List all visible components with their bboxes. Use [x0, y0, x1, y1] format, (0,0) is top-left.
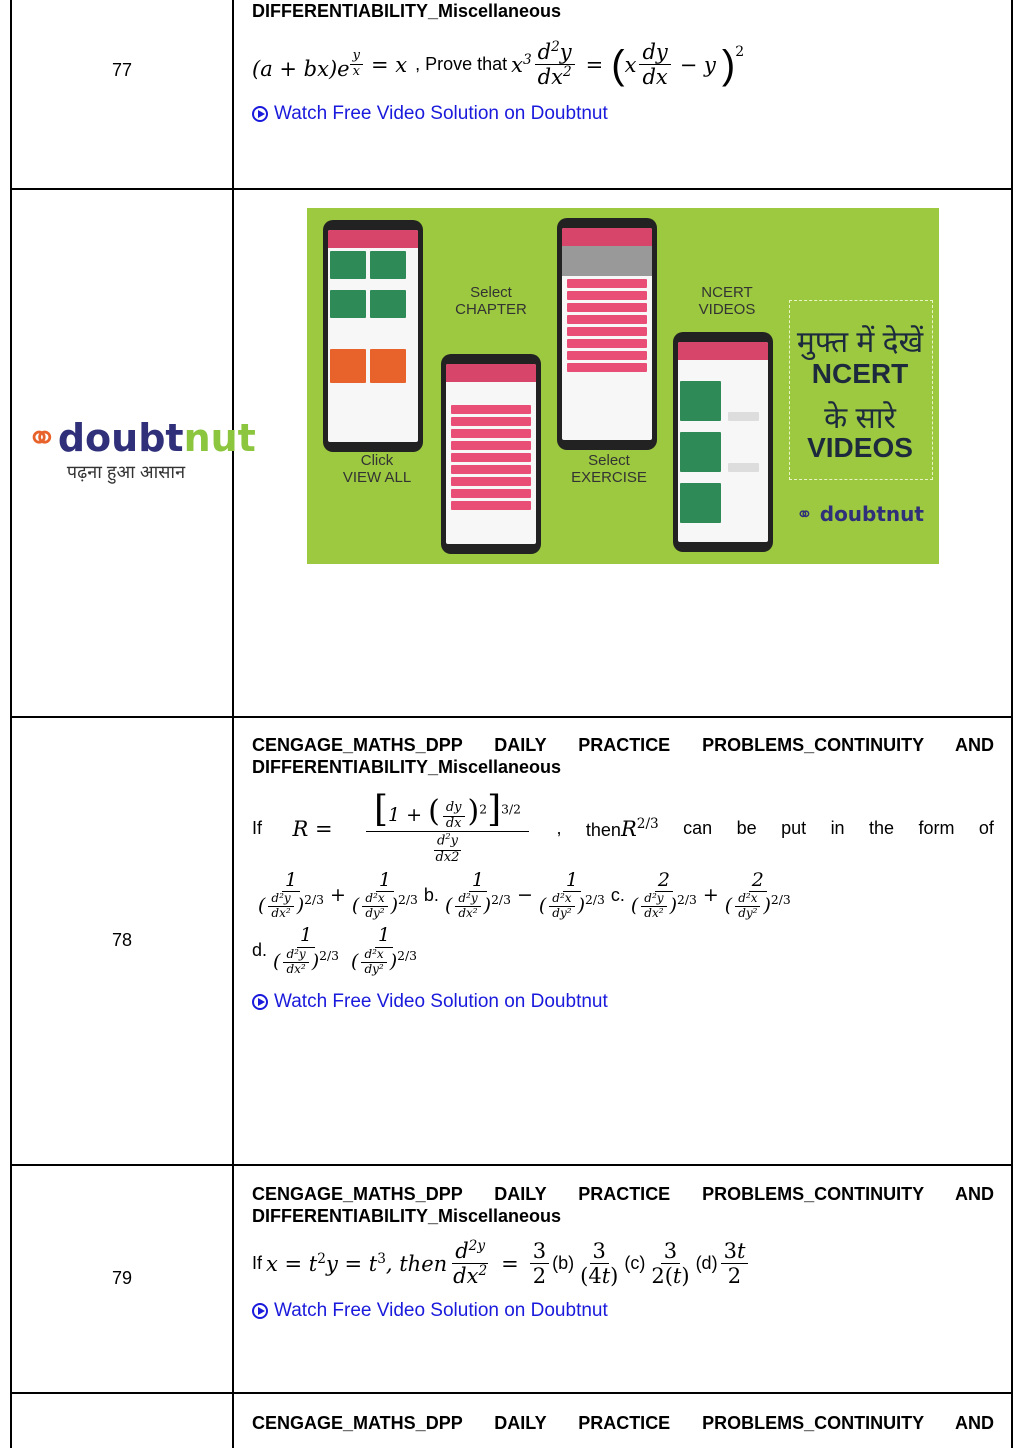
play-circle-icon: [252, 106, 268, 122]
phone-library: [323, 220, 423, 452]
caption-click-view-all: Click VIEW ALL: [342, 452, 412, 486]
phone-videos: [673, 332, 773, 552]
play-circle-icon: [252, 994, 268, 1010]
answer-options: 1 ( $\frac{\text{d²y}}{\text{dx²}}$ )$^{2/3}$ + 1 ( $\frac{\text{d²x}}{\text{dy²}}$ )$^{2/3}$ b. 1 ( $\frac{\text{d²y}}{\text{dx²}}$ )$^{2/3}$ − 1 ( $\frac{\text{d²x}}{\text{dy²}}$ )$^{2/3}$ c. 2 ( $\frac{\text{d²y}}{\text{dx²}}$ )$^{2/3}$ + 2 ( $\frac{\text{d²x}}{\text{dy²}}$ )$^{2/3}$: [258, 868, 791, 921]
promo-line: NCERT: [811, 358, 909, 389]
question-header: DIFFERENTIABILITY_Miscellaneous: [252, 1, 562, 21]
column-divider: [232, 0, 234, 1448]
row-divider: [12, 1164, 1011, 1166]
row-divider: [12, 716, 1011, 718]
question-header: CENGAGE_MATHS_DPP DAILY PRACTICE PROBLEMS_CONTINUITY AND: [252, 1413, 994, 1433]
page-table: [10, 0, 1013, 1448]
banner-brand: ⚭ doubtnut: [796, 502, 924, 526]
promo-banner[interactable]: [307, 208, 939, 564]
question-text: (a + bx)e $^{\frac{y}{x}}$ = x , Prove that $x^3$ $\frac{d^2y}{dx^2}$ = ( x $\frac{dy}{dx}$ − y ) 2: [252, 39, 745, 90]
question-header: CENGAGE_MATHS_DPP DAILY PRACTICE PROBLEMS_CONTINUITY AND DIFFERENTIABILITY_Miscellaneous: [252, 1184, 994, 1226]
play-circle-icon: [252, 1303, 268, 1319]
caption-ncert-videos: NCERT VIDEOS: [698, 284, 756, 318]
caption-select-exercise: Select EXERCISE: [571, 452, 647, 486]
promo-line: मुफ्त में देखें: [796, 326, 924, 359]
question-number: 78: [111, 930, 133, 950]
logo-d-icon: ⚭: [796, 502, 813, 526]
question-number: 77: [111, 60, 133, 80]
promo-line: VIDEOS: [807, 432, 913, 463]
doubtnut-logo: ⚭doubtnut पढ़ना हुआ आसान: [26, 416, 256, 482]
row-divider: [12, 188, 1011, 190]
question-text: If R = [1 + ( $\frac{dy}{dx}$ )$^2$]$^{3/2}$ $\frac{d^2y}{dx2}$ , thenR$^{2/3}$ can be put in the form of: [252, 789, 994, 865]
row-divider: [12, 1392, 1011, 1394]
answer-option-d: d. 1 ( $\frac{\text{d²y}}{\text{dx²}}$ )$^{2/3}$ 1 ( $\frac{\text{d²x}}{\text{dy²}}$ )$^{2/3}$: [252, 924, 418, 976]
phone-exercise: [557, 218, 657, 450]
logo-d-icon: ⚭: [26, 416, 58, 460]
question-text: If $x = t^2y = t^3$, then $\frac{d^{2y}}{dx^2}$ = $\frac{3}{2}$ (b) $\frac{3}{(4t)}$ (c) $\frac{3}{2(t)}$ (d) $\frac{3t}{2}$: [252, 1239, 994, 1288]
question-header: CENGAGE_MATHS_DPP DAILY PRACTICE PROBLEMS_CONTINUITY AND DIFFERENTIABILITY_Miscellaneous: [252, 735, 994, 777]
phone-chapters: [441, 354, 541, 554]
watch-video-link[interactable]: Watch Free Video Solution on Doubtnut: [252, 1300, 994, 1322]
promo-line: के सारे: [824, 402, 896, 435]
watch-video-link[interactable]: Watch Free Video Solution on Doubtnut: [252, 103, 994, 125]
watch-video-link[interactable]: Watch Free Video Solution on Doubtnut: [252, 991, 994, 1013]
caption-select-chapter: Select CHAPTER: [455, 284, 527, 318]
question-number: 79: [111, 1268, 133, 1288]
